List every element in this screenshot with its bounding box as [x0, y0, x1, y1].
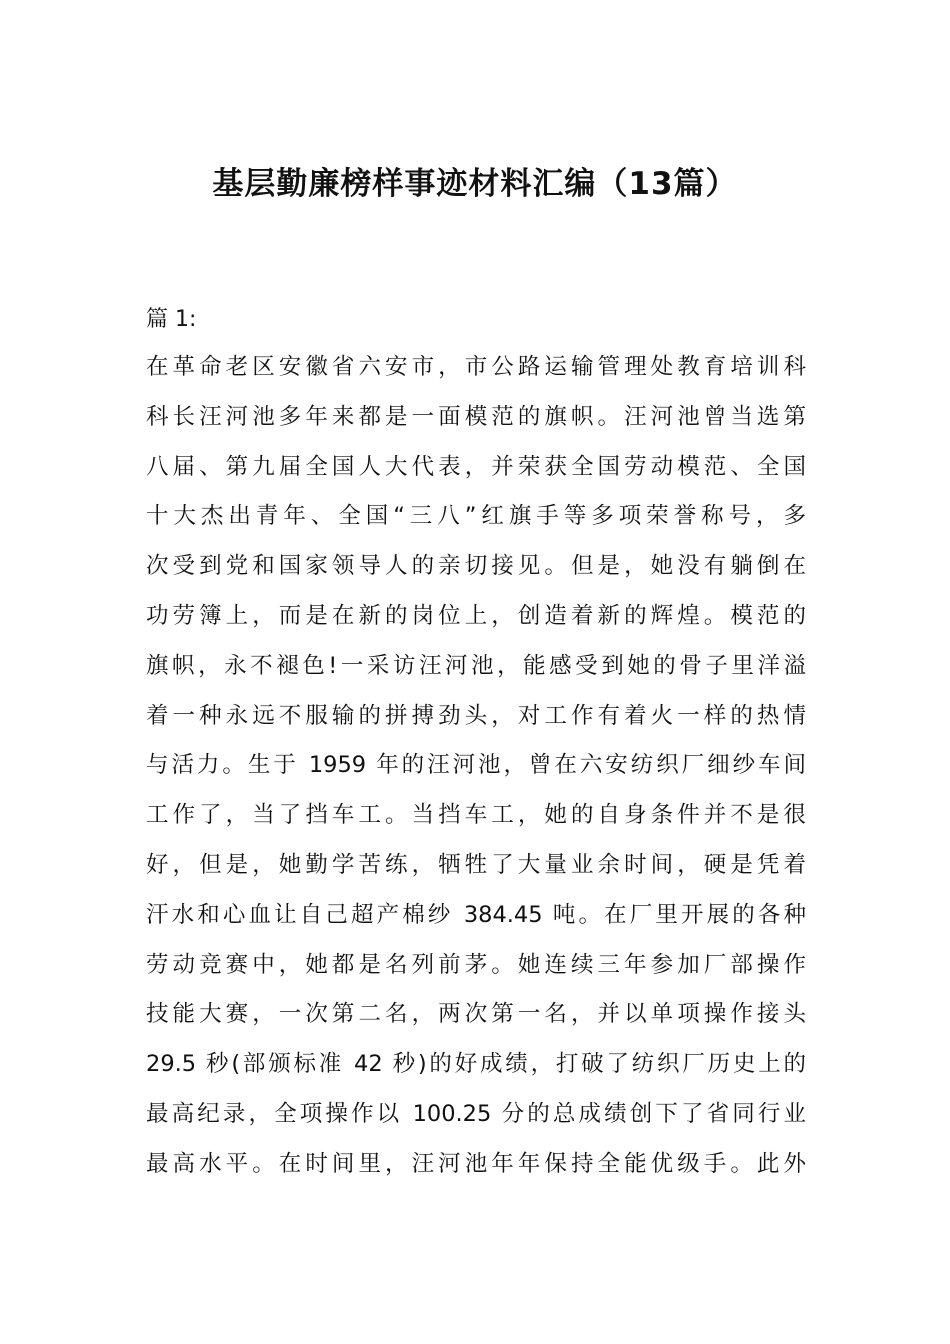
body-line: 着一种永远不服输的拼搏劲头，对工作有着火一样的热情 [146, 702, 806, 729]
body-line: 最高纪录，全项操作以 100.25 分的总成绩创下了省同行业 [146, 1100, 806, 1127]
body-line: 次受到党和国家领导人的亲切接见。但是，她没有躺倒在 [146, 553, 806, 580]
body-line: 旗帜，永不褪色!一采访汪河池，能感受到她的骨子里洋溢 [146, 652, 806, 679]
body-line: 与活力。生于 1959 年的汪河池，曾在六安纺织厂细纱车间 [146, 752, 806, 779]
body-line: 劳动竞赛中，她都是名列前茅。她连续三年参加厂部操作 [146, 951, 806, 978]
body-line: 在革命老区安徽省六安市，市公路运输管理处教育培训科 [146, 354, 806, 380]
body-line: 好，但是，她勤学苦练，牺牲了大量业余时间，硬是凭着 [146, 851, 806, 878]
body-line: 技能大赛，一次第二名，两次第一名，并以单项操作接头 [146, 1001, 806, 1028]
body-line: 科长汪河池多年来都是一面模范的旗帜。汪河池曾当选第 [146, 403, 806, 430]
body-line: 功劳簿上，而是在新的岗位上，创造着新的辉煌。模范的 [146, 602, 806, 629]
body-line: 工作了，当了挡车工。当挡车工，她的自身条件并不是很 [146, 802, 806, 829]
document-body [146, 343, 806, 1190]
body-line: 汗水和心血让自己超产棉纱 384.45 吨。在厂里开展的各种 [146, 901, 806, 928]
body-line: 十大杰出青年、全国“三八”红旗手等多项荣誉称号，多 [146, 503, 806, 530]
body-line: 八届、第九届全国人大代表，并荣获全国劳动模范、全国 [146, 453, 806, 480]
body-line: 最高水平。在时间里，汪河池年年保持全能优级手。此外 [146, 1150, 806, 1177]
section-heading: 篇 1: [146, 307, 197, 332]
document-title: 基层勤廉榜样事迹材料汇编（13篇） [212, 166, 738, 202]
body-line: 29.5 秒(部颁标准 42 秒)的好成绩，打破了纺织厂历史上的 [146, 1051, 806, 1078]
